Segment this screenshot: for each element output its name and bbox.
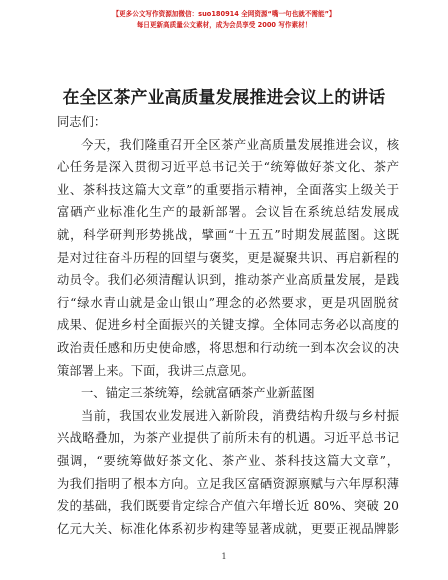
body-line: 行“绿水青山就是金山银山”理念的必然要求，更是巩固脱贫: [57, 295, 399, 310]
page-number: 1: [221, 552, 227, 561]
body-line: 今天，我们隆重召开全区茶产业高质量发展推进会议，核: [81, 137, 399, 152]
body-line: 成果、促进乡村全面振兴的关键支撑。全体同志务必以高度的: [57, 318, 399, 333]
body-line: 是对过往奋斗历程的回望与褒奖，更是凝聚共识、再启新程的: [57, 250, 399, 265]
body-line: 动员令。我们必须清醒认识到，推动茶产业高质量发展，是践: [57, 273, 399, 288]
body-line: 富硒产业标准化生产的最新部署。会议旨在系统总结发展成: [57, 205, 399, 220]
promo-banner-line2: 每日更新高质量公文素材，成为会员享受 2000 写作素材！: [136, 21, 312, 29]
body-line: 策部署上来。下面，我讲三点意见。: [57, 363, 254, 378]
body-line: 为我们指明了根本方向。立足我区富硒资源禀赋与六年厚积薄: [57, 476, 399, 491]
promo-banner-line1: 【更多公文写作资源加微信：suo180914 全网资源“嘴一句也就不需能”】: [112, 10, 336, 18]
salutation: 同志们：: [57, 115, 107, 129]
body-line: 亿元大关、标准化体系初步构建等显著成就，更要正视品牌影: [57, 521, 399, 536]
section-heading: 一、锚定三茶统筹，绘就富硒茶产业新蓝图: [81, 386, 315, 401]
body-line: 发的基础，我们既要肯定综合产值六年增长近 80%、突破 20: [57, 499, 399, 514]
body-line: 心任务是深入贯彻习近平总书记关于“统筹做好茶文化、茶产: [57, 160, 399, 175]
body-line: 政治责任感和历史使命感，将思想和行动统一到本次会议的决: [57, 340, 399, 355]
document-title: 在全区茶产业高质量发展推进会议上的讲话: [62, 87, 386, 107]
body-line: 业、茶科技这篇大文章”的重要指示精神，全面落实上级关于: [57, 182, 399, 197]
body-line: 就，科学研判形势挑战，擘画“十五五”时期发展蓝图。这既: [57, 227, 399, 242]
body-line: 当前，我国农业发展进入新阶段，消费结构升级与乡村振: [81, 408, 399, 423]
body-line: 兴战略叠加，为茶产业提供了前所未有的机遇。习近平总书记: [57, 431, 399, 446]
body-line: 强调，“要统筹做好茶文化、茶产业、茶科技这篇大文章”，: [57, 453, 399, 468]
document-body: [57, 111, 399, 540]
